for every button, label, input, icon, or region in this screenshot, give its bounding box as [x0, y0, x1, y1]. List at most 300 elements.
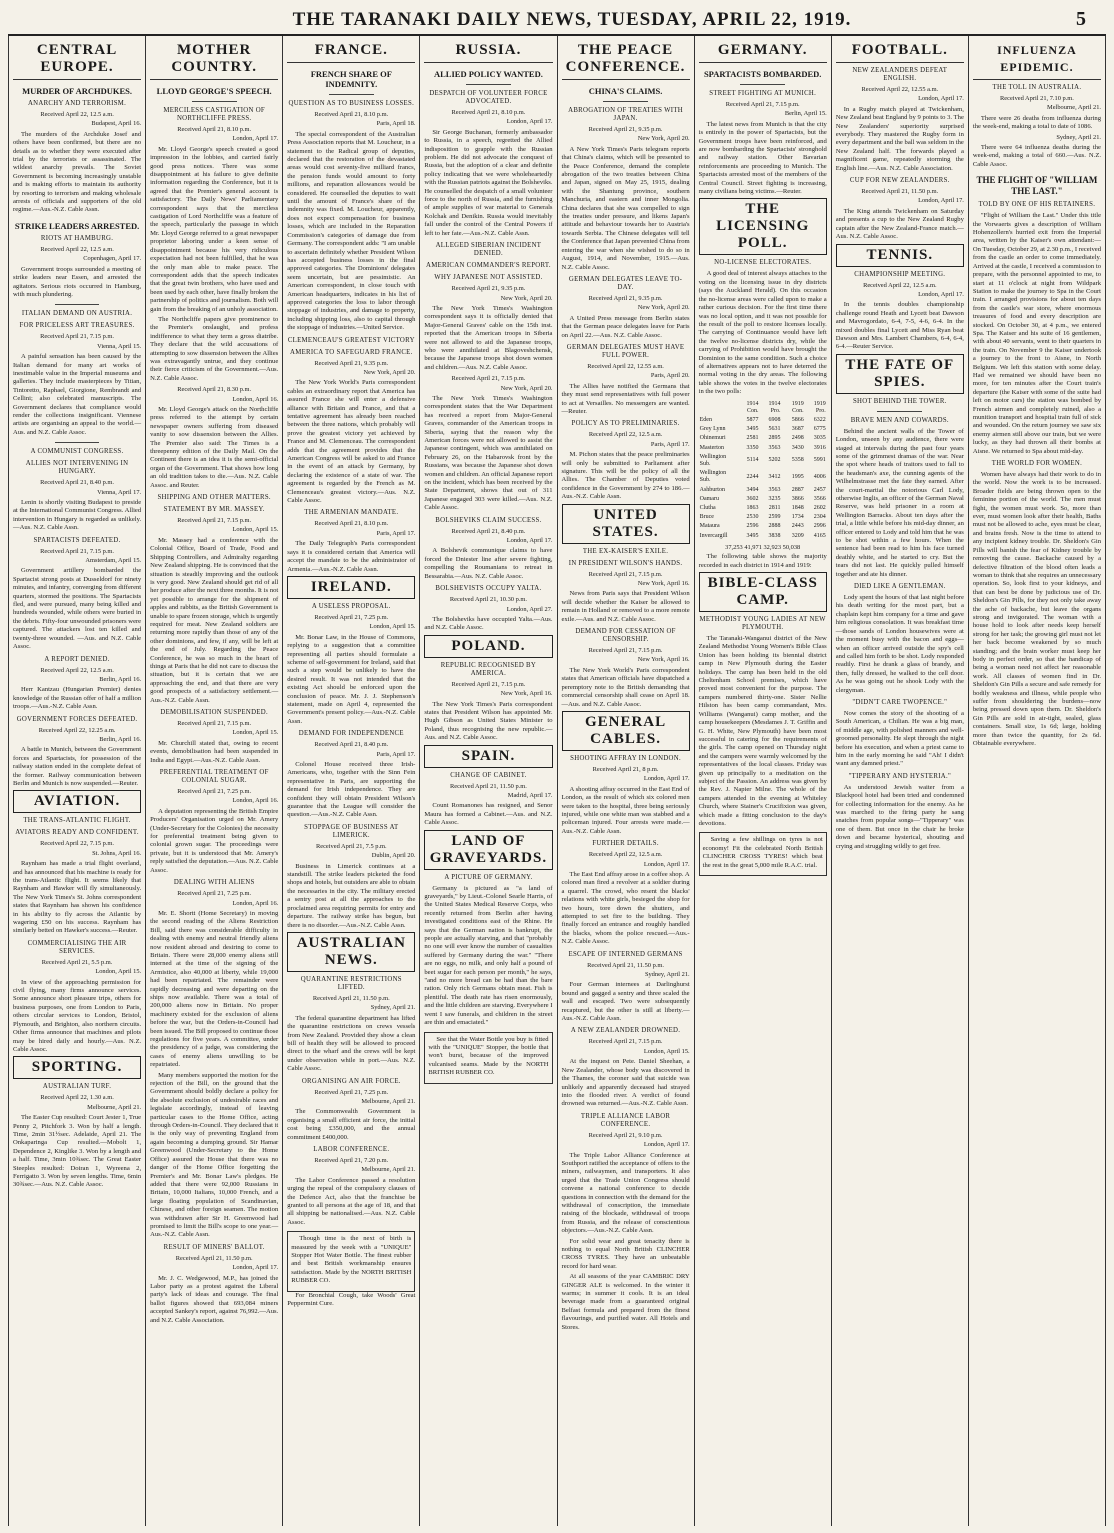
advertisement-text: For Bronchial Cough, take Woods' Great Peppermint Cure.: [287, 1291, 416, 1308]
article-body: The Labor Conference passed a resolution urging the repeal of the compulsory clauses of the Defence Act, also that the franchise be granted to all persons at the age of 18, and that all shipping be nationalised.—Aus. N.Z. Cable Assoc.: [287, 1176, 416, 1226]
article-subheadline: WHY JAPANESE NOT ASSISTED.: [434, 274, 543, 282]
divider: [466, 84, 511, 85]
table-cell: 1848: [791, 505, 804, 511]
article-subheadline: QUARANTINE RESTRICTIONS LIFTED.: [300, 975, 402, 991]
article-subheadline: QUESTION AS TO BUSINESS LOSSES.: [288, 100, 415, 107]
table-cell: 2596: [746, 523, 759, 530]
dateline: Berlin, April 16.: [99, 675, 142, 683]
dateline: Melbourne, April 21.: [361, 1166, 416, 1174]
received-line: Received April 21, 7.15 p.m.: [177, 720, 252, 727]
received-line: Received April 21, 7.10 p.m.: [1000, 95, 1074, 102]
table-cell: Masterton: [699, 444, 724, 451]
dateline: New York, April 16.: [500, 690, 553, 698]
article-subheadline: ITALIAN DEMAND ON AUSTRIA.: [21, 310, 133, 318]
received-line: Received April 21, 7.15 p.m.: [451, 680, 526, 688]
article-body: In the tennis doubles championship challenge round Heath and Lycett beat Dawson and Mavrogordato, 6-4, 7-5, 4-6, 6-4. In the mixed doubles final Lycett and Miss Ryan beat Dawson and Mrs. Lambert Chambers, 6-4, 6-4, 6-4.—Reuter Service.: [835, 301, 964, 351]
table-cell: 3563: [768, 486, 781, 493]
dateline: London, April 17.: [918, 95, 964, 103]
article-headline: THE FLIGHT OF "WILLIAM THE LAST.": [976, 175, 1098, 197]
article-subheadline: MERCILESS CASTIGATION OF NORTHCLIFFE PRESS.: [163, 107, 265, 122]
received-line: Received April 22, 12.5 a.m.: [40, 111, 114, 118]
article-body: Behind the ancient walls of the Tower of London, unseen by any audience, there were staged at intervals during the past four years some of the grimmest dramas of the war. Near the spot where heads of traitors used to fall to the headsman's axe, the cunning agents of the Wilhelmstrasse met the fate they earned. After the court-martial the notorious Carl Lody, otherwise Inglis, an officer of the German Naval Reserve, was held prisoner in a room at Wellington Barracks. About ten days after the trial, a little while before his mid-day dinner, an officer entered to Lody and told him that he was to be shot within a few hours. When the sentence had been read to him his face turned deathly white, and he started to cry. But the tears did not last. He quickly pulled himself together and ate his dinner.: [835, 427, 964, 578]
article-body: Herr Kantzau (Hungarian Premier) denies knowledge of the Russian offer of half a million troops.—Aus.-N.Z. Cable Assn.: [13, 686, 142, 711]
newspaper-title: THE TARANAKI DAILY NEWS, TUESDAY, APRIL 22, 1919.: [292, 9, 852, 30]
article-body: Mr. Bonar Law, in the House of Commons, replying to a suggestion that a committee representing all parties should formulate a scheme of self-government for Ireland, said that such a step would be unlikely to have the desired result. It was not intended that the existing Act should be enforced upon the conclusion of peace. Mr. J. J. Stephenson's statement, made on April 4, represented the Government's present policy.—Aus.-N.Z. Cable Assn.: [287, 633, 416, 725]
table-cell: 3495: [746, 532, 759, 539]
article-subheadline: DIED LIKE A GENTLEMAN.: [854, 583, 946, 591]
dateline: London, April 17.: [232, 135, 279, 143]
received-line: Received April 21, 8.10 p.m.: [314, 111, 389, 118]
received-line: Received April 21, 8.40 p.m.: [314, 741, 389, 749]
table-cell: 5866: [791, 416, 804, 423]
received-line: Received April 22, 12.5 a.m.: [588, 431, 663, 439]
table-cell: 6322: [813, 416, 826, 423]
table-cell: 2895: [768, 435, 781, 442]
article-subheadline: AMERICAN COMMANDER'S REPORT.: [426, 262, 551, 270]
table-cell: 4165: [813, 532, 826, 539]
section-heading: AUSTRALIAN NEWS.: [287, 932, 415, 972]
received-line: Received April 21, 7.25 p.m.: [314, 613, 389, 621]
article-body: The King attends Twickenham on Saturday and presents a cup to the New Zealand Rugby captain after the New Zealand-France match.—Aus. N.Z. Cable Assoc.: [835, 207, 964, 241]
dateline: Budapest, April 16.: [91, 120, 142, 128]
received-line: Received April 22, 12.5 a.m.: [863, 281, 937, 289]
received-line: Received April 22, 12.55 a.m.: [587, 362, 664, 370]
received-line: Received April 22, 12.25 a.m.: [38, 726, 116, 734]
article-subheadline: IN PRESIDENT WILSON'S HANDS.: [568, 559, 683, 567]
table-row: [699, 522, 827, 531]
table-cell: 2599: [768, 514, 781, 521]
dateline: London, April 15.: [232, 729, 279, 737]
received-line: Received April 22, 12.55 a.m.: [861, 86, 939, 93]
table-cell: 2498: [791, 435, 804, 442]
article-body: A Bolshevik communique claims to have forced the Dniester line after severe fighting, compelling the Roumanians to retreat in Bessarabia.—Aus. N.Z. Cable Assoc.: [424, 547, 553, 580]
article-subheadline: DEALING WITH ALIENS: [173, 879, 255, 887]
table-cell: 2996: [813, 523, 826, 530]
poll-table-header-cell: 1919 Con.: [791, 400, 804, 414]
article-subheadline: AMERICA TO SAFEGUARD FRANCE.: [290, 348, 413, 356]
dateline: Paris, April 17.: [376, 529, 416, 537]
article-subheadline: RESULT OF MINERS' BALLOT.: [163, 1243, 265, 1251]
dateline: Paris, April 17.: [376, 750, 416, 758]
received-line: Received April 21, 9.35 p.m.: [314, 359, 389, 367]
dateline: London, April 15.: [643, 1047, 690, 1055]
table-cell: 2443: [791, 523, 804, 530]
dateline: London, April 16.: [232, 797, 279, 805]
table-cell: Clutha: [699, 505, 716, 511]
article-subheadline: DESPATCH OF VOLUNTEER FORCE ADVOCATED.: [429, 90, 548, 105]
article-body: The following table shows the majority recorded in each district in 1914 and 1919:: [698, 553, 827, 569]
article-body: The Easter Cup resulted: Court Jester 1, True Penny 2, Pitchfork 3. Won by half a length. Time, 2min 31½sec. Adelaide, April 21. The Onkaparinga Cup resulted.—Mobolt 1, Dependence 2, Kinglike 3. Won by a length and a half. Time, 3min 10¾sec. The Great Easter Steeples resulted: Doiran 1, Wyreena 2, Ferrigatto 3. Won by seven lengths. Time, 6min 30¾sec.—Aus. N.Z. Cable Assoc.: [13, 1114, 142, 1189]
article-subheadline: ALLEGED SIBERIAN INCIDENT DENIED.: [435, 242, 542, 258]
article-subheadline: DEMOBILISATION SUSPENDED.: [160, 709, 268, 716]
article-subheadline: "TIPPERARY AND HYSTERIA.": [848, 772, 952, 780]
dateline: New York, April 20.: [500, 384, 553, 392]
article-headline: MURDER OF ARCHDUKES.: [22, 86, 133, 96]
dateline: London, April 17.: [918, 290, 964, 298]
article-headline: STRIKE LEADERS ARRESTED.: [14, 220, 140, 231]
article-body: As understood Jewish waiter from a Blackpool hotel had been tried and condemned for collecting information for the enemy. As he was marched to the firing party he sang snatches from popular songs—"Tipperary" was one of them. But once in the chair he broke down and became hysterical, shouting and crying and struggling wildly to get free.: [835, 783, 964, 850]
column-2: [146, 36, 283, 1526]
article-subheadline: SPARTACISTS DEFEATED.: [33, 536, 121, 544]
table-row: [699, 434, 827, 443]
article-body: Sir George Buchanan, formerly ambassador to Russia, in a speech, regretted the Allied indisposition to grapple with the Russian problem. He did not advocate the conquest of Russia, but the adoption of a clear and definite policy indicating that we were wholeheartedly with the Russian patriots against the Bolsheviks. He counselled the despatch of a small volunteer force to the north of Russia, and the furnishing of ample supplies of war material to Generals Kolchak and Denikin. Russia would inevitably fall under the control of the Central Powers if left to her fate.—Aus.-N.Z. Cable Assn.: [424, 128, 553, 237]
table-cell: 2887: [791, 486, 804, 493]
article-body: The latest news from Munich is that the city is entirely in the power of Spartacists, but the Government troops have been reinforced, and are now bombarding the Spartacists' stronghold and railway station. Other Bavarian reinforcements are proceeding to Munich. The Spartacists arrested most of the members of the Central Council. Street fighting is increasing, many civilians being victims.—Reuter.: [698, 120, 827, 196]
article-headline: FRENCH SHARE OF INDEMNITY.: [310, 69, 392, 89]
divider: [603, 101, 648, 102]
article-subheadline: STOPPAGE OF BUSINESS AT LIMERICK.: [304, 823, 399, 839]
section-heading: SPORTING.: [13, 1056, 141, 1079]
table-cell: 3602: [746, 495, 759, 502]
article-body: There were 64 influenza deaths during the week-end, making a total of 660.—Aus. N.Z. Cable Assoc.: [972, 144, 1101, 168]
dateline: Vienna, April 17.: [97, 488, 142, 496]
poll-table-header: [699, 400, 827, 416]
article-subheadline: REPUBLIC RECOGNISED BY AMERICA.: [440, 661, 537, 677]
received-line: Received April 21, 11.50 p.m.: [861, 188, 939, 196]
divider: [55, 304, 100, 305]
article-subheadline: NEW ZEALANDERS DEFEAT ENGLISH.: [852, 67, 948, 82]
advertisement-text: At all seasons of the year CAMBRIC DRY GINGER ALE is welcomed. In the winter it warms; in summer it cools. It is an ideal beverage made from a guaranteed original Belfast formula and prepared from the finest flavourings, and purified water. All Hotels and Stores.: [561, 1273, 690, 1331]
dateline: Madrid, April 17.: [507, 791, 553, 799]
article-body: Four German internees at Darlinghurst bound and gagged a sentry and three scaled the wall and escaped. Two were subsequently recaptured, but the other is still at liberty.—Aus.-N.Z. Cable Assn.: [561, 981, 690, 1023]
article-body: The Taranaki-Wanganui district of the New Zealand Methodist Young Women's Bible Class Union has been holding its biennial district camp in New Plymouth during the Easter holidays. The camp has been held in the old Cheltenham School premises, which have proved most convenient for the purpose. The campers numbered thirty-one. Sister Nellie Hilston has been camp commandant, Mrs. Williams (Wanganui) camp mother, and the camp housekeepers (Mesdames J. T. Griffin and G. H. White, New Plymouth) have been most successful in catering for the requirements of the girls. The camp opened on Thursday night and the campers were warmly welcomed by the representatives of the local classes. Friday was given up principally to a meditation on the subject of the Passion. An address was given by the Rev. J. Napier Milne. The whole of the campers attended in the evening at Whiteley Church, where Stainer's Crucifixion was given, which made a fitting conclusion to the day's devotions.: [698, 635, 827, 827]
table-cell: 3412: [768, 473, 781, 480]
article-subheadline: THE EX-KAISER'S EXILE.: [582, 547, 669, 555]
table-cell: Ashburton: [699, 486, 725, 493]
table-row: [699, 504, 827, 513]
article-body: News from Paris says that President Wilson will decide whether the Kaiser be allowed to remain in Holland or removed to a more remote exile.—Aus. and N.Z. Cable Assoc.: [561, 590, 690, 623]
advertisement-text: Though time is the next of birth is measured by the week with a "UNIQUE" Stopper Hot Water Bottle. The finest rubber and best British workmanship ensures satisfaction. Made by the NORTH BRITISH RUBBER CO.: [291, 1235, 412, 1285]
received-line: Received April 21, 7.15 p.m.: [451, 375, 526, 383]
article-body: A battle in Munich, between the Government forces and Spartacists, for possession of the railway station ended in the complete defeat of the former. Railway communication between Berlin and Munich is now suspended.—Reuter.: [13, 746, 142, 787]
article-body: In view of the approaching permission for civil flying, many firms announce services. Some announce short pleasure trips, others for business purposes, one from London to Paris, others circular services to London, Bristol, Plymouth, and Brighton, also northern circuits. Other firms announce that machines and pilots may be hired daily and hourly.—Aus. N.Z. Cable Assoc.: [13, 978, 142, 1053]
table-cell: 3209: [791, 532, 804, 539]
column-8: [969, 36, 1106, 1526]
dateline: London, April 15.: [369, 623, 416, 631]
article-subheadline: GOVERNMENT FORCES DEFEATED.: [16, 715, 138, 723]
article-body: The special correspondent of the Australian Press Association reports that M. Loucheur, in a statement to the Radical group of deputies, declared that the restoration of the devastated areas would cost seventy-five milliard francs, the pension funds would amount to forty millions, and reparation allowances would be considered. He counselled the deputies to wait until the amount of France's share of the indemnity was fixed. M. Loucheur, apparently, does not expect compensation for business losses, which are included in the Reparation Commission's categories of damage due from Germany. The correspondent adds: "I am unable to ascertain definitely whether President Wilson has accepted business losses in the final approved categories. The Dominions' delegates seem uncertain, but are pessimistic. An American correspondent, in close touch with American headquarters, indicates in his list of approved categories the loss to labor through stoppage of industries, and damage to property, including shipping loss, also to capital through the stoppage of industries.—United Service.: [287, 130, 416, 332]
table-cell: 5114: [746, 457, 759, 464]
article-subheadline: COMMERCIALISING THE AIR SERVICES.: [27, 939, 127, 955]
advertisement: [287, 1231, 415, 1291]
dateline: New York, April 16.: [637, 656, 690, 664]
table-row: [699, 469, 827, 485]
received-line: Received April 21, 7.20 p.m.: [314, 1157, 389, 1164]
article-subheadline: BOLSHEVIKS CLAIM SUCCESS.: [435, 516, 542, 524]
article-body: "Flight of William the Last." Under this title the Vorwaerts gives a description of William Hohenzollern's hurried exit from the Imperial area, written by the Kaiser's own attendant:— On Tuesday, October 29, at 2.30 p.m., I received from the castle an order to come immediately. Arrived at the castle, I received a commission to prepare, with the personnel appointed to me, to start at 11 o'clock at night from Wildpark Station to make the journey to Spa in the Court train. I arranged provisions for about ten days from the castle's war store, where enormous treasures of food and every description are stocked. On October 30, at 4 p.m., we entered Spa. The Kaiser and his suite of 16 gentlemen, with about 40 servants, went to their quarters in the train. On November 9 the Kaiser undertook a journey to the front to Aisne, in North Belgium. We left this station with some delay. Had we remained we should have been no more, for ten minutes after the Court train's departure (the Kaiser with some of the suite had left on motor cars) the station was bombed by French airmen and completely ruined, also a munition transport and hospital train full of sick and wounded. On the return journey we saw six enemy airmen still above our train, but we were lucky, as they had thrown all their bombs at Aisne. We returned to Spa about mid-day.: [972, 212, 1101, 455]
article-body: A United Press message from Berlin states that the German peace delegates leave for Paris on April 22.—Aus. N.Z. Cable Assoc.: [561, 314, 690, 339]
advertisement-text: For solid wear and great tenacity there is nothing to equal North British CLINCHER CROSS TYRES. They have an unbeatable record for hard wear.: [561, 1237, 690, 1270]
masthead: [8, 6, 1106, 36]
received-line: Received April 21, 7.15 p.m.: [588, 1038, 663, 1046]
table-cell: Mataura: [699, 523, 720, 530]
section-heading: RUSSIA.: [424, 42, 552, 63]
article-body: The New York World's Paris correspondent states that American officials have dispatched a peremptory note to the British demanding that commercial censorship shall cease on April 18.—Aus. and N.Z. Cable Assoc.: [561, 666, 690, 708]
dateline: Amsterdam, April 15.: [85, 557, 142, 565]
advertisement-text: Saving a few shillings on tyres is not economy! Fit the celebrated North British CLINCHER CROSS TYRES! which beat the rest in the great 5,000 mile R.A.C. trial.: [702, 836, 823, 869]
article-subheadline: A REPORT DENIED.: [44, 655, 110, 663]
article-subheadline: ESCAPE OF INTERNED GERMANS: [568, 950, 683, 958]
table-cell: 2304: [813, 514, 826, 521]
table-cell: 3838: [768, 532, 781, 539]
table-cell: Wellington Sub.: [699, 453, 727, 467]
dateline: London, April 17.: [506, 118, 553, 126]
article-subheadline: THE ARMENIAN MANDATE.: [304, 509, 399, 517]
article-subheadline: CUP FOR NEW ZEALANDERS.: [849, 177, 950, 185]
received-line: Received April 21, 7.15 p.m.: [40, 547, 114, 555]
dateline: Melbourne, April 21.: [87, 1103, 142, 1111]
poll-table-header-cell: 1914 Pro.: [768, 400, 781, 414]
article-body: The Northcliffe papers give prominence to the Premier's onslaught, and profess indifference to what they term a gross diatribe. They declare that the wild accusations of attempting to sow dissension between the Allies was extravagantly untrue, and they continue their fierce criticism of the Government.—Aus. N.Z. Cable Assoc.: [150, 315, 279, 382]
table-cell: 5202: [768, 457, 781, 464]
poll-table-header-cell: 1914 Con.: [746, 400, 759, 414]
table-cell: 3430: [791, 444, 804, 451]
received-line: Received April 21, 10.30 p.m.: [449, 596, 527, 604]
article-headline: CHINA'S CLAIMS.: [588, 86, 663, 96]
table-cell: 6775: [813, 426, 826, 433]
section-heading: THE FATE OF SPIES.: [836, 354, 964, 394]
poll-table-header-cell: [699, 400, 737, 416]
article-subheadline: BRAVE MEN AND COWARDS.: [850, 416, 949, 424]
table-cell: 6908: [768, 416, 781, 423]
dateline: Berlin, April 16.: [99, 735, 142, 743]
article-body: The New York Times's Washington correspondent says it is officially denied that Major-General Graves' cable on the 15th inst. reported that the American troops in Siberia were not allowed to aid the Japanese troops, who were annihilated at Blagoveshchensk, because the Japanese troops shot down women and children.—Aus. N.Z. Cable Assoc.: [424, 304, 553, 371]
received-line: Received April 22, 7.15 p.m.: [40, 840, 114, 848]
received-line: Received April 21, 7.25 p.m.: [177, 788, 252, 796]
poll-table-body: [699, 416, 827, 541]
article-body: Many members supported the motion for the rejection of the Bill, on the ground that the Government should boldly declare a policy for the absolute exclusion of undesirable races and legislate accordingly, instead of leaving particular cases to the Home Office, acting through Orders-in-Council. They declared that it is the only way of preventing England from again becoming a dumping ground. Sir Hamar Greenwood (Under-Secretary to the Home Office) assured the House that there was no danger of the Home Office forgetting the Premier's and Mr. Bonar Law's pledges. He added that there were 92,000 Russians in Britain, 10,000 Italians, 10,000 French, and a large floating population of Scandinavian, Chinese, and other foreign seamen. The motion was withdrawn after Sir H. Greenwood had promised to limit the Bill's scope to one year.—Aus.-N.Z. Cable Assn.: [150, 1071, 279, 1239]
article-body: Mr. Lloyd George's speech created a good impression in the lobbies, and carried fairly good press notices. There was some disappointment at his failure to give definite information regarding the Conference, but it is agreed that the Premier's general account is satisfactory. The Daily News' Parliamentary correspondent says that the merciless castigation of Lord Northcliffe was a feature of the speech, particularly the passage in which Mr. Lloyd George referred to a great newspaper proprietor laboring under a keen sense of disappointment because his very ridiculous expectation had not been fulfilled, that he was the only man able to make peace. The correspondent adds that the speech indicates that the great twin brothers, who have used and been used by each other, have finally broken the partnership of politics and journalism. Both will gain from the breaking of an unholy association.: [150, 145, 279, 313]
article-body: Germany is pictured as "a land of graveyards," by Lieut.-Colonel Searle Harris, of the United States Medical Reserve Corps, who recently returned from Berlin after having investigated conditions east of the Rhine. He says that the German nation is bankrupt, the people are actually starving, and that "probably no one will ever know the number of casualties suffered by Germany during the war." "There are no eggs, no milk, and only half a pound of beet sugar for each person per month," he says, "and no more bread can be had than the bare ration. Only rich Germans obtain meat. Fish is plentiful. The death rate has risen enormously, and the little children are starving. Everywhere I went I saw funerals, and children in the street are thin and emaciated.": [424, 884, 553, 1027]
received-line: Received April 21, 9.10 p.m.: [588, 1131, 663, 1139]
dateline: New York, April 20.: [637, 135, 690, 143]
dateline: St. Johns, April 16.: [92, 849, 142, 857]
received-line: Received April 21, 11.50 p.m.: [175, 1254, 253, 1262]
received-line: Received April 21, 7.15 p.m.: [588, 647, 663, 655]
article-subheadline: DEMAND FOR INDEPENDENCE: [298, 730, 404, 738]
table-cell: Wellington Sub.: [699, 470, 727, 484]
article-headline: ALLIED POLICY WANTED.: [434, 69, 543, 79]
section-heading: SPAIN.: [424, 745, 552, 768]
section-heading: UNITED STATES.: [562, 504, 690, 544]
received-line: Received April 21, 9.35 p.m.: [588, 126, 663, 133]
article-body: Colonel House received three Irish-Americans, who, together with the Sinn Fein representative in Paris, are supporting the demand for Irish independence. They are confident they will obtain President Wilson's guarantee that the League will consider the question.—Aus.-N.Z. Cable Assn.: [287, 761, 416, 819]
article-subheadline: STATEMENT BY MR. MASSEY.: [163, 506, 265, 514]
article-body: The Allies have notified the Germans that they must send representatives with full power to act at Versailles. No messengers are wanted.—Reuter.: [561, 382, 690, 415]
section-heading: IRELAND.: [287, 576, 415, 599]
section-heading: POLAND.: [424, 635, 552, 658]
dateline: London, April 15.: [232, 526, 279, 534]
table-cell: 3916: [813, 444, 826, 451]
advertisement: [699, 832, 827, 876]
section-heading: GENERAL CABLES.: [562, 711, 690, 751]
dateline: Paris, April 18.: [376, 120, 416, 128]
dateline: London, April 17.: [506, 537, 553, 545]
article-subheadline: AUSTRALIAN TURF.: [42, 1083, 112, 1091]
dateline: Melbourne, April 21.: [1047, 104, 1101, 112]
dateline: London, April 16.: [232, 899, 279, 907]
table-row: [699, 486, 827, 495]
article-body: Business in Limerick continues at a standstill. The strike leaders picketed the food shops and hotels, but outsiders are able to obtain the necessaries in the city. The military erected a sentry post at all the approaches to the proclaimed area requiring permits for entry and departure. The railway strike has begun, but there is no disorder.—Aus.-N.Z. Cable Assn.: [287, 862, 416, 929]
article-subheadline: THE WORLD FOR WOMEN.: [991, 460, 1083, 468]
article-subheadline: PREFERENTIAL TREATMENT OF COLONIAL SUGAR.: [159, 769, 269, 785]
dateline: Copenhagen, April 17.: [83, 255, 142, 263]
article-subheadline: CLEMENCEAU'S GREATEST VICTORY: [287, 336, 415, 344]
received-line: Received April 21, 8.40 p.m.: [451, 527, 526, 535]
section-heading: FOOTBALL.: [836, 42, 964, 63]
article-headline: LLOYD GEORGE'S SPEECH.: [156, 86, 272, 96]
section-heading: THE LICENSING POLL.: [699, 198, 827, 255]
dateline: Berlin, April 15.: [784, 110, 827, 118]
dateline: Sydney, April 21.: [1056, 133, 1101, 141]
article-body: Count Romanones has resigned, and Senor Maura has formed a Cabinet.—Aus. and N.Z. Cable Assoc.: [424, 802, 553, 827]
table-row: [699, 416, 827, 425]
table-cell: 2530: [746, 514, 759, 521]
dateline: Paris, April 17.: [650, 440, 690, 448]
article-body: Mr. Massey had a conference with the Colonial Office, Board of Trade, Food and Shipping Controllers, and Admiralty regarding New Zealand shipping. He is convinced that the situation is steadily improving and the outlook is very good. New Zealand should get rid of all her produce after the next three months. It is not yet possible to arrange for the shipment of apples and rabbits, as the British Government is unable to spare frozen storage, which is urgently required for meat. New Zealand soldiers are returning more rapidly than those of any of the other dominions, and few, if any, will be left at the end of July. Regarding the Peace Conference, he was so much in the heart of things at Paris that he did not care to discuss the situation, but it is certain that we are approaching the end, and that there are very good prospects of a satisfactory settlement.—Aus.-N.Z. Cable Assn.: [150, 536, 279, 704]
article-body: The East End affray arose in a coffee shop. A colored man fired a revolver at a soldier during a quarrel. The crowd, who resent the blacks' relations with white girls, besieged the shop for two hours, tore down the shutters, and attempted to set fire to the building. They finally forced an entrance and roughly handled the blacks, whom the police rescued.—Aus.-N.Z. Cable Assoc.: [561, 870, 690, 946]
table-cell: 1863: [746, 505, 759, 511]
article-subheadline: CHANGE OF CABINET.: [450, 771, 527, 779]
table-cell: Ohinemuri: [699, 435, 726, 442]
article-body: The Daily Telegraph's Paris correspondent says it is considered certain that America will accept the mandate to be the administrator of Armenia.—Aus.-N.Z. Cable Assn.: [287, 540, 416, 573]
article-subheadline: SHOOTING AFFRAY IN LONDON.: [570, 754, 681, 762]
table-cell: Eden: [699, 416, 712, 423]
article-subheadline: A COMMUNIST CONGRESS.: [30, 448, 124, 456]
article-subheadline: BOLSHEVISTS OCCUPY YALTA.: [435, 585, 542, 593]
article-body: Lody spent the hours of that last night before his death writing for the most part, but a chaplain kept him company for a time and gave him religious consolation. It was breakfast time—those sands of London housewives were at the moment busy with the bacon and eggs—when an officer arrived outside the spy's cell and called him forth to be shot. Lody responded readily. First he drank a glass of brandy, and then, fully dressed, he walked to the cell door. As he was going out he shook Lody with the clergyman.: [835, 594, 964, 694]
article-body: The federal quarantine department has lifted the quarantine restrictions on crews vessels from New Zealand. Provided they show a clean bill of health they will be allowed to proceed direct to the wharf and the crews will be kept under observation while in port.—Aus. N.Z. Cable Assoc.: [287, 1014, 416, 1073]
received-line: Received April 21, 7.15 p.m.: [725, 101, 800, 108]
article-subheadline: NO-LICENSE ELECTORATES.: [714, 259, 812, 267]
column-7: [832, 36, 969, 1526]
received-line: Received April 21, 11.50 p.m.: [312, 994, 390, 1002]
table-cell: Invercargill: [699, 532, 728, 539]
article-body: The Triple Labor Alliance Conference at Southport ratified the acceptance of offers to the miners, railwaymen, and transporters. It also urged that the Trade Union Congress should convene a national conference to decide questions in connection with the demand for the withdrawal of conscription, the immediate raising of the blockade, withdrawal of troops from Russia, and the release of conscientious objectors.—Aus.-N.Z. Cable Assn.: [561, 1151, 690, 1235]
article-body: Mr. J. C. Wedgewood, M.P., has joined the Labor party as a protest against the Liberal party's lack of ideas and courage. The final ballot figures showed that 693,084 miners accepted Sankey's report, against 76,992.—Aus. and N.Z. Cable Association.: [150, 1274, 279, 1324]
article-body: A painful sensation has been caused by the Italian demand for many art works of inestimable value in the Imperial museums and galleries. They include masterpieces by Titian, Tintoretto, Raphael, Giorgione, Rembrandt and Cellini; also celebrated manuscripts. The Government declares that compliance would render the collections insignificant. Viennese artists are organising an appeal to the world.—Aus. and N.Z. Cable Assoc.: [13, 353, 142, 436]
article-body: Women have always had their work to do in the world. Now the work is to be increased. Broader fields are being thrown open to the feminine portion of the world. The men must fight, the women must work. So, more than ever, must women look after their health, Baths must not be allowed to ache, eyes must be clear, and brains fresh. Now is the time to attend to any incipient kidney trouble. Dr. Sheldon's Gin Pills will banish the fear of Kidney trouble by removing the cause. Backache caused by a defective filtration of the blood often leads a woman to think that she requires an unnecessary operation. So, look first to your kidneys, and that can best be done by judicious use of Dr. Sheldon's Gin Pills, for they not only take away the ache of backache, but leave the organs strong and invigorated. The woman with a house hold to look after needs keep herself strong for her task; the growing girl must not let her back become weakened by so much standing; and the brain worker must keep her body in perfect order, so that the handicap of being a woman need not affect her reasonable work. All classes of women find in Dr. Sheldon's Gin Pills a secure and safe remedy for bodily weakness and illness, while people who suffer from shouldering the burdens—now being pressed down upon them. Dr. Sheldon's Gin Pills are sold in air-tight, sealed, glass containers. Small size, 1s 6d; large, holding more than twice the quantity, for 2s 6d. Obtainable everywhere.: [972, 471, 1101, 748]
table-cell: 2602: [813, 505, 826, 511]
article-subheadline: GERMAN DELEGATES LEAVE TO-DAY.: [568, 275, 683, 291]
received-line: Received April 22, 12.5 a.m.: [40, 245, 114, 253]
article-subheadline: "DIDN'T CARE TWOPENCE.": [852, 698, 948, 706]
article-body: Lenin is shortly visiting Budapest to preside at the International Communist Congress. Allied intervention in Hungary is regarded as unlikely.—Aus. N.Z. Cable Assn.: [13, 499, 142, 532]
article-body: There were 26 deaths from influenza during the week-end, making a total to date of 1086.: [972, 114, 1101, 131]
dateline: London, April 15.: [95, 968, 142, 976]
received-line: Received April 21, 7.15 p.m.: [177, 517, 252, 525]
article-body: Mr. Lloyd George's attack on the Northcliffe press referred to the attempt by certain newspaper owners suffering from diseased vanity to sow dissension between the Allies. The Premier also said: The Times is a threepenny edition of the Daily Mail. On the Continent there is an idea it is the semi-official organ of the Government. That shows how long an old tradition takes to die.—Aus. N.Z. Cable Assoc. and Reuter.: [150, 406, 279, 489]
dateline: New York, April 20.: [637, 304, 690, 312]
received-line: Received April 21, 8.30 p.m.: [177, 386, 252, 394]
section-heading: MOTHER COUNTRY.: [150, 42, 278, 80]
section-heading: THE PEACE CONFERENCE.: [562, 42, 690, 80]
article-body: A good deal of interest always attaches to the voting on the licensing issue in dry districts (says the Auckland Herald). On this occasion the no-license areas were called upon to make a rather curious decision. For the first time there was no local option, and it was not possible for the result of the poll to restore licenses locally. The carrying of Continuance would have left the twelve no-license districts dry, while the carrying of Prohibition would have brought the Dominion to the same condition. Such a choice of alternatives appears not to have deterred the normal voting in the dry areas. The following table shows the votes in the twelve electorates in the two polls:: [698, 270, 827, 396]
article-subheadline: RIOTS AT HAMBURG.: [40, 234, 114, 242]
received-line: Received April 21, 8 p.m.: [592, 765, 659, 773]
table-cell: 2811: [768, 505, 781, 511]
table-cell: Bruce: [699, 514, 714, 521]
table-row: [699, 453, 827, 469]
table-row: [699, 444, 827, 453]
article-subheadline: A NEW ZEALANDER DROWNED.: [570, 1027, 681, 1035]
table-cell: 3494: [746, 486, 759, 493]
article-body: Now comes the story of the shooting of a South American, a Chilian. He was a big man, of middle age, with polished manners and well-groomed personality. He slept through the night before his execution, and when a priest came to him in the early morning he said "Ah! I didn't want any damned priest.": [835, 709, 964, 768]
article-body: The murders of the Archduke Josef and others have been confirmed, but there are no details as to whether they were executed after trial by the terrorists or assassinated. The wildest anarchy prevails. The Soviet Government is becoming increasingly unstable and is making efforts to maintain its authority by resorting to terrorism and making wholesale arrests of officials and supporters of the old regime.—Aus.-N.Z. Cable Assn.: [13, 130, 142, 214]
dateline: New York, April 20.: [363, 368, 416, 376]
section-heading: GERMANY.: [699, 42, 827, 63]
dateline: Melbourne, April 21.: [361, 1097, 416, 1105]
advertisement-text: See that the Water Bottle you buy is fitted with the "UNIQUE" Stopper, the bottle that won't burst, because of the improved vulcanised seams. Made by the NORTH BRITISH RUBBER CO.: [428, 1035, 549, 1077]
received-line: Received April 21, 8.40 p.m.: [40, 479, 114, 487]
article-subheadline: A USELESS PROPOSAL.: [311, 602, 391, 610]
received-line: Received April 21, 7.5 p.m.: [315, 842, 387, 850]
article-subheadline: SHIPPING AND OTHER MATTERS.: [157, 494, 271, 502]
table-cell: 2888: [768, 523, 781, 530]
poll-table-total: 37,253 41,971 32,923 50,038: [725, 543, 801, 551]
received-line: Received April 22, 12.5 a.m.: [40, 666, 114, 674]
divider: [877, 411, 922, 412]
dateline: Paris, April 20.: [650, 372, 690, 380]
received-line: Received April 21, 8.10 p.m.: [177, 126, 252, 133]
article-body: Mr. E. Shortt (Home Secretary) in moving the second reading of the Aliens Restriction Bill, said there was considerable difficulty in dealing with enemy and neutral friendly aliens now resident abroad and desiring to come to Britain. There were 28,000 enemy aliens still interned at the time of the signing of the Armistice, also 40,000 at liberty, while 19,000 had been repatriated. The remainder were rapidly decreasing and were departing on the ships now available. There was a total of 200,000 aliens now in Britain. No proper machinery existed for the exclusion of aliens before the war, but the Orders-in-Council had been issued. The Bill proposed to continue those regulations for five years. A committee, under the presidency of a judge, was considering the cases of enemy aliens unwilling to be repatriated.: [150, 909, 279, 1069]
dateline: Vienna, April 15.: [97, 342, 142, 350]
article-body: The New York World's Paris correspondent cables an extraordinary report that America has assured France she will enter a defensive alliance with Britain and France, and that a tentative agreement has already been reached between the three nations, which probably will prove the greatest victory yet achieved by France and M. Clemenceau. The correspondent adds that the agreement provides that the American Congress will be asked to aid France in the event of an attack by Germany, by declaring the existence of a state of war. The agreement is regarded by the French as M. Clemenceau's greatest victory.—Aus. N.Z. Cable Assoc.: [287, 379, 416, 505]
article-headline: SPARTACISTS BOMBARDED.: [703, 69, 822, 79]
article-subheadline: POLICY AS TO PRELIMINARIES.: [571, 420, 680, 428]
article-subheadline: DEMAND FOR CESSATION OF CENSORSHIP.: [575, 628, 676, 644]
table-cell: 3035: [813, 435, 826, 442]
table-cell: 3566: [813, 495, 826, 502]
table-row: [699, 532, 827, 541]
article-body: A deputation representing the British Empire Producers' Organisation urged on Mr. Amery (Under-Secretary for the Colonies) the necessity for preferential treatment being given to colonial grown sugar. The proceedings were private, but it is understood that Mr. Amery's reply satisfied the deputation.—Aus. N.Z. Cable Assoc.: [150, 807, 279, 874]
section-heading: FRANCE.: [287, 42, 415, 63]
article-subheadline: FOR PRICELESS ART TREASURES.: [19, 322, 135, 330]
received-line: Received April 21, 5.5 p.m.: [41, 958, 113, 966]
dateline: London, April 17.: [918, 197, 964, 205]
column-5: [558, 36, 695, 1526]
received-line: Received April 21, 11.50 p.m.: [587, 961, 664, 969]
received-line: Received April 21, 9.35 p.m.: [451, 285, 526, 293]
table-cell: 1995: [791, 473, 804, 480]
dateline: London, April 17.: [643, 860, 690, 868]
article-body: Government troops surrounded a meeting of strike leaders near Essen, and arrested the agitators. Serious riots occurred in Hamburg, with much plundering.: [13, 265, 142, 298]
table-cell: 3235: [768, 495, 781, 502]
article-subheadline: ORGANISING AN AIR FORCE.: [301, 1077, 401, 1085]
article-body: The New York Times's Washington correspondent states that the War Department has received a report from Major-General Graves, commander of the American troops in Siberia, saying that the reason why the American forces were not allowed to assist the Japanese contingent, which was annihilated on February 26, on the Habarovsk front by the Russians, was because the Japanese shot down women and children. An official Japanese report on the incident, which has been received by the State Department, shows that out of 311 Japanese engaged 303 were killed.—Aus. N.Z. Cable Assoc.: [424, 394, 553, 512]
article-subheadline: ABROGATION OF TREATIES WITH JAPAN.: [568, 107, 684, 122]
article-body: Mr. Churchill stated that, owing to recent events, demobilisation had been suspended in India and Egypt.—Aus.-N.Z. Cable Assn.: [150, 739, 279, 764]
dateline: London, April 17.: [643, 1141, 690, 1149]
table-cell: 5631: [768, 426, 781, 433]
table-cell: 5877: [746, 416, 759, 423]
article-body: The Bolsheviks have occupied Yalta.—Aus. and N.Z. Cable Assoc.: [424, 615, 553, 632]
table-cell: 1734: [791, 514, 804, 521]
divider: [55, 442, 100, 443]
dateline: London, April 17.: [232, 1264, 279, 1272]
received-line: Received April 22, 12.5 a.m.: [588, 851, 663, 859]
advertisement: [424, 1032, 552, 1084]
article-subheadline: TOLD BY ONE OF HIS RETAINERS.: [978, 201, 1096, 209]
table-cell: Oamaru: [699, 495, 719, 502]
table-cell: 3563: [768, 444, 781, 451]
section-heading: AVIATION.: [13, 790, 141, 813]
table-cell: 3866: [791, 495, 804, 502]
article-subheadline: AVIATORS READY AND CONFIDENT.: [15, 829, 139, 837]
received-line: Received April 21, 8.10 p.m.: [314, 520, 389, 528]
article-subheadline: METHODIST YOUNG LADIES AT NEW PLYMOUTH.: [699, 616, 826, 632]
article-body: A shooting affray occurred in the East End of London, as the result of which six colored men were taken to the hospital, three being seriously injured, while one white man was stabbed and a policeman injured. Four arrests were made.—Aus.-N.Z. Cable Assn.: [561, 785, 690, 835]
